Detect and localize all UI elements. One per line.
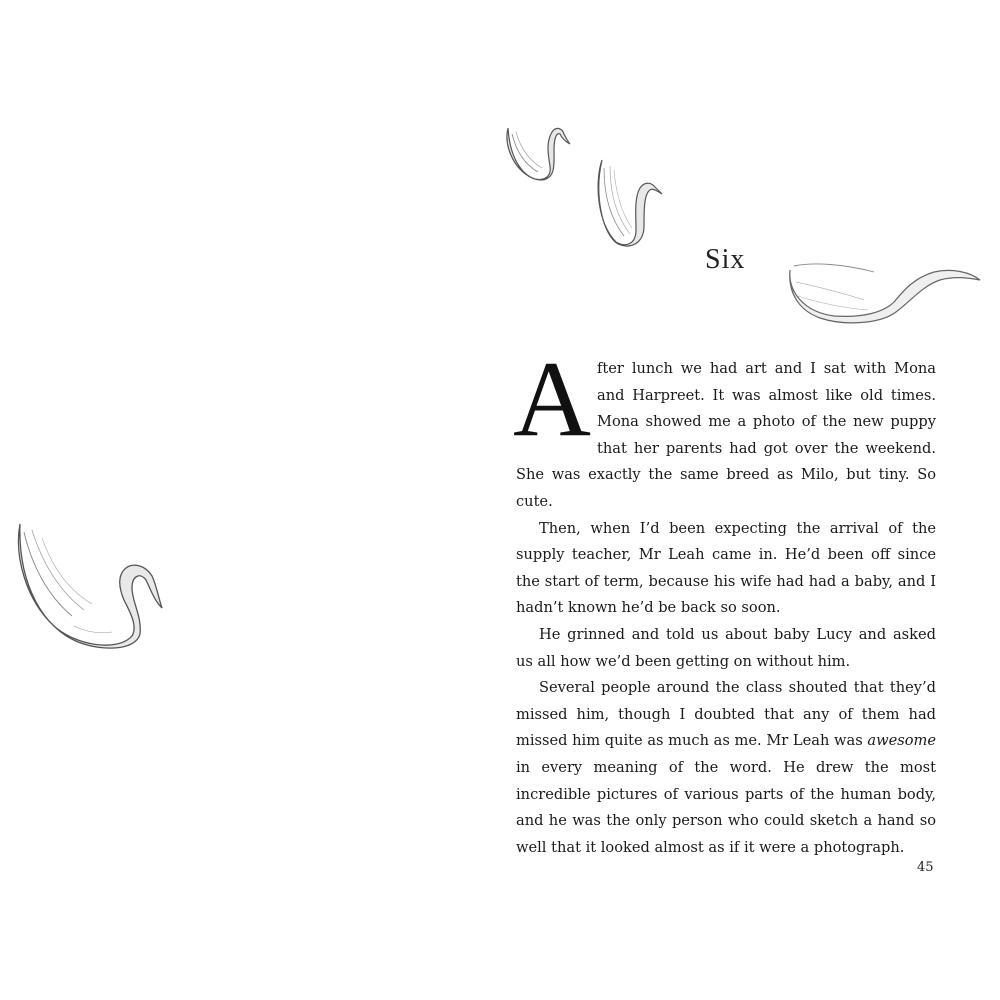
page-number: 45	[917, 860, 934, 875]
swan-sketch-icon	[502, 120, 574, 186]
swan-sketch-icon	[592, 154, 664, 250]
paragraph-text: fter lunch we had art and I sat with Mona and Harpreet. It was almost like old times. Mona showed me a photo of the new puppy that her parents had got over the weekend. She was exactly the same breed as Milo, but tiny. So cute.	[516, 360, 936, 510]
paragraph: He grinned and told us about baby Lucy and asked us all how we’d been getting on without him.	[516, 625, 936, 670]
chapter-title: Six	[705, 244, 746, 275]
paragraph-text: Several people around the class shouted that they’d missed him, though I doubted that any of them had missed him quite as much as me. Mr Leah was	[516, 679, 936, 750]
paragraph: Then, when I’d been expecting the arrival of the supply teacher, Mr Leah came in. He’d been off since the start of term, because his wife had had a baby, and I hadn’t known he’d be back so soon.	[516, 519, 936, 617]
paragraph	[516, 675, 936, 861]
paragraph	[513, 340, 936, 516]
drop-cap: A	[513, 340, 591, 459]
body-text	[513, 340, 936, 861]
swan-sketch-icon	[14, 516, 164, 652]
swan-sketch-icon	[784, 252, 984, 332]
paragraph-text: in every meaning of the word. He drew the most incredible pictures of various parts of the human body, and he was the only person who could sketch a hand so well that it looked almost as if it were a photograph.	[516, 758, 936, 856]
emphasis-text: awesome	[867, 732, 936, 750]
